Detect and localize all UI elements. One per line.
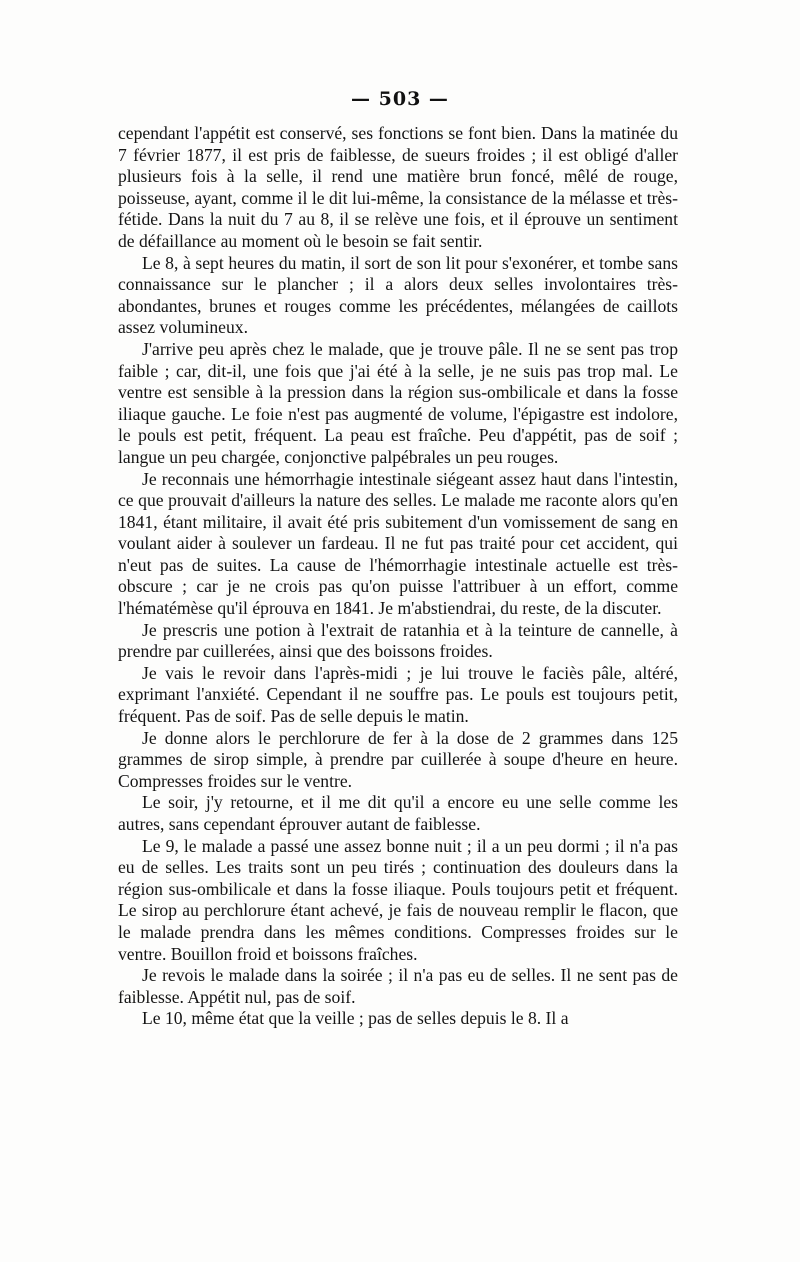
paragraph: Je donne alors le perchlorure de fer à la dose de 2 grammes dans 125 grammes de sirop simple, à prendre par cuillerée à soupe d'heure en heure. Compresses froides sur le ventre. — [118, 727, 678, 791]
paragraph: Le 10, même état que la veille ; pas de selles depuis le 8. Il a — [142, 1008, 569, 1029]
paragraph: cependant l'appétit est conservé, ses fonctions se font bien. Dans la matinée du 7 février 1877, il est pris de faiblesse, de sueurs froides ; il est obligé d'aller plusieurs fois à la selle, il rend une matière brun foncé, mêlé de rouge, poisseuse, ayant, comme il le dit lui-même, la consistance de la mélasse et très-fétide. Dans la nuit du 7 au 8, il se relève une fois, et il éprouve un sentiment de défaillance au moment où le besoin se fait sentir. — [118, 123, 678, 251]
paragraph: Je revois le malade dans la soirée ; il n'a pas eu de selles. Il ne sent pas de faiblesse. Appétit nul, pas de soif. — [118, 965, 678, 1007]
paragraph: Je reconnais une hémorrhagie intestinale siégeant assez haut dans l'intestin, ce que prouvait d'ailleurs la nature des selles. Le malade me raconte alors qu'en 1841, étant militaire, il avait été pris subitement d'un vomissement de sang en voulant aider à soulever un fardeau. Il ne fut pas traité pour cet accident, qui n'eut pas de suites. La cause de l'hémorrhagie intestinale actuelle est très-obscure ; car je ne crois pas qu'on puisse l'attribuer à un effort, comme l'hématémèse qu'il éprouva en 1841. Je m'abstiendrai, du reste, de la discuter. — [118, 468, 678, 619]
paragraph: Je prescris une potion à l'extrait de ratanhia et à la teinture de cannelle, à prendre par cuillerées, ainsi que des boissons froides. — [118, 619, 678, 662]
paragraph: Le 9, le malade a passé une assez bonne nuit ; il a un peu dormi ; il n'a pas eu de selles. Les traits sont un peu tirés ; continuation des douleurs dans la région sus-ombilicale et dans la fosse iliaque. Pouls toujours petit et fréquent. Le sirop au perchlorure étant achevé, je fais de nouveau remplir le flacon, que le malade prendra dans les mêmes conditions. Compresses froides sur le ventre. Bouillon froid et boissons fraîches. — [118, 835, 678, 964]
page-number: — 503 — — [351, 88, 449, 110]
paragraph: Le soir, j'y retourne, et il me dit qu'il a encore eu une selle comme les autres, sans cependant éprouver autant de faiblesse. — [118, 792, 678, 834]
paragraph: Je vais le revoir dans l'après-midi ; je lui trouve le faciès pâle, altéré, exprimant l'anxiété. Cependant il ne souffre pas. Le pouls est toujours petit, fréquent. Pas de soif. Pas de selle depuis le matin. — [118, 662, 678, 727]
paragraph: J'arrive peu après chez le malade, que je trouve pâle. Il ne se sent pas trop faible ; car, dit-il, une fois que j'ai été à la selle, je ne suis pas trop mal. Le ventre est sensible à la pression dans la région sus-ombilicale et dans la fosse iliaque gauche. Le foie n'est pas augmenté de volume, l'épigastre est indolore, le pouls est petit, fréquent. La peau est fraîche. Peu d'appétit, pas de soif ; langue un peu chargée, conjonctive palpébrales un peu rouges. — [118, 338, 678, 467]
body-text — [118, 123, 678, 1030]
paragraph: Le 8, à sept heures du matin, il sort de son lit pour s'exonérer, et tombe sans connaissance sur le plancher ; il a alors deux selles involontaires très-abondantes, brunes et rouges comme les précédentes, mélangées de caillots assez volumineux. — [118, 252, 678, 338]
